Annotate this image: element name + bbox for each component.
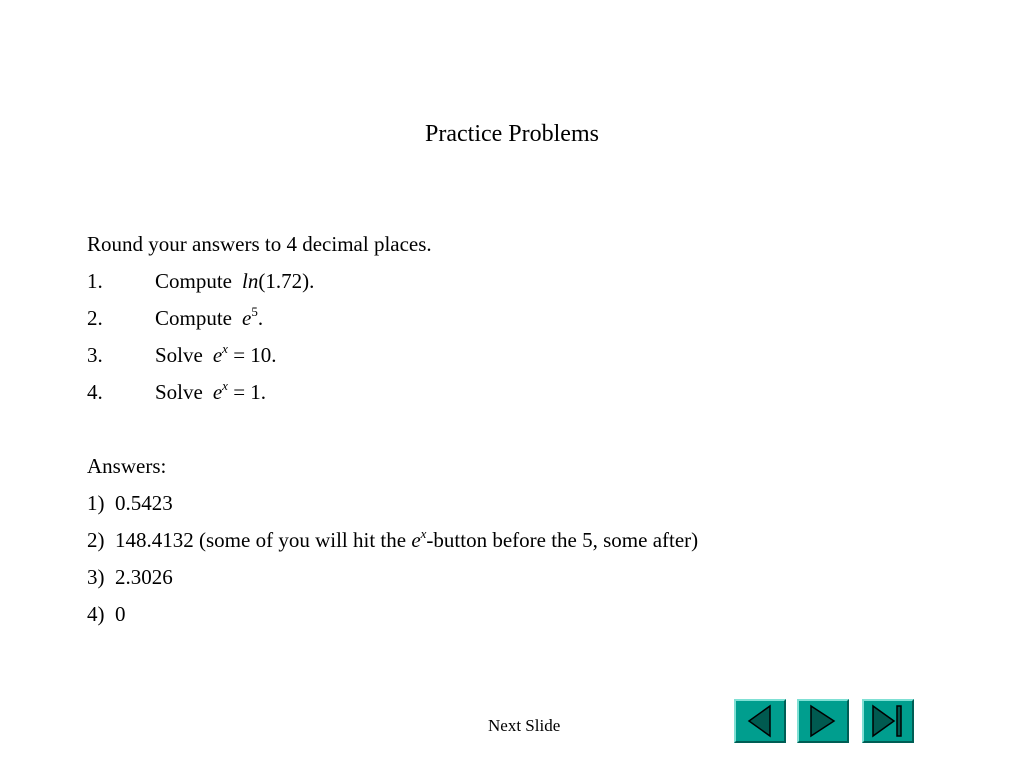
answer-item [87,561,987,598]
problem-expression-exponent: x [222,341,228,356]
problem-verb: Compute [155,269,232,293]
problem-expression-text: = 1. [227,380,267,404]
problem-number: 1. [87,269,103,293]
problem-item [87,339,987,376]
answer-number: 2) [87,528,105,552]
previous-slide-button[interactable] [734,699,786,743]
answer-item [87,524,987,561]
answer-number: 3) [87,565,105,589]
problem-expression-fn: ln [242,269,259,293]
problem-number: 2. [87,306,103,330]
answer-note: (some of you will hit the [193,528,412,552]
problem-item [87,376,987,413]
instructions: Round your answers to 4 decimal places. [87,232,432,256]
problem-verb: Solve [155,380,203,404]
answer-number: 4) [87,602,105,626]
problem-number: 4. [87,380,103,404]
problem-item [87,302,987,339]
triangle-left-icon [736,701,784,741]
answer-value: 0 [115,602,126,626]
answer-item [87,487,987,524]
answer-note-rest: -button before the 5, some after) [426,528,699,552]
problem-expression-base: e [212,343,223,367]
problem-verb: Compute [155,306,232,330]
answer-value: 2.3026 [115,565,173,589]
slide-body [87,228,987,635]
problem-verb: Solve [155,343,203,367]
problem-expression-text: . [257,306,264,330]
answer-value: 148.4132 [115,528,194,552]
next-slide-link[interactable]: Next Slide [488,716,561,735]
answer-note-exponent: x [420,526,427,541]
slide-title: Practice Problems [425,121,599,147]
triangle-right-icon [799,701,847,741]
answer-value: 0.5423 [115,491,173,515]
answer-number: 1) [87,491,105,515]
answer-item [87,598,987,635]
problem-number: 3. [87,343,103,367]
problem-expression-base: e [212,380,223,404]
problem-expression-exponent: 5 [251,304,258,319]
skip-to-end-icon [864,701,912,741]
last-slide-button[interactable] [862,699,914,743]
problem-item [87,265,987,302]
answers-heading: Answers: [87,454,167,478]
answer-note-base: e [411,528,421,552]
next-slide-button[interactable] [797,699,849,743]
problem-expression-exponent: x [222,378,228,393]
problem-expression-base: e [242,306,252,330]
problem-expression-text: (1.72). [258,269,315,293]
problem-expression-text: = 10. [227,343,277,367]
